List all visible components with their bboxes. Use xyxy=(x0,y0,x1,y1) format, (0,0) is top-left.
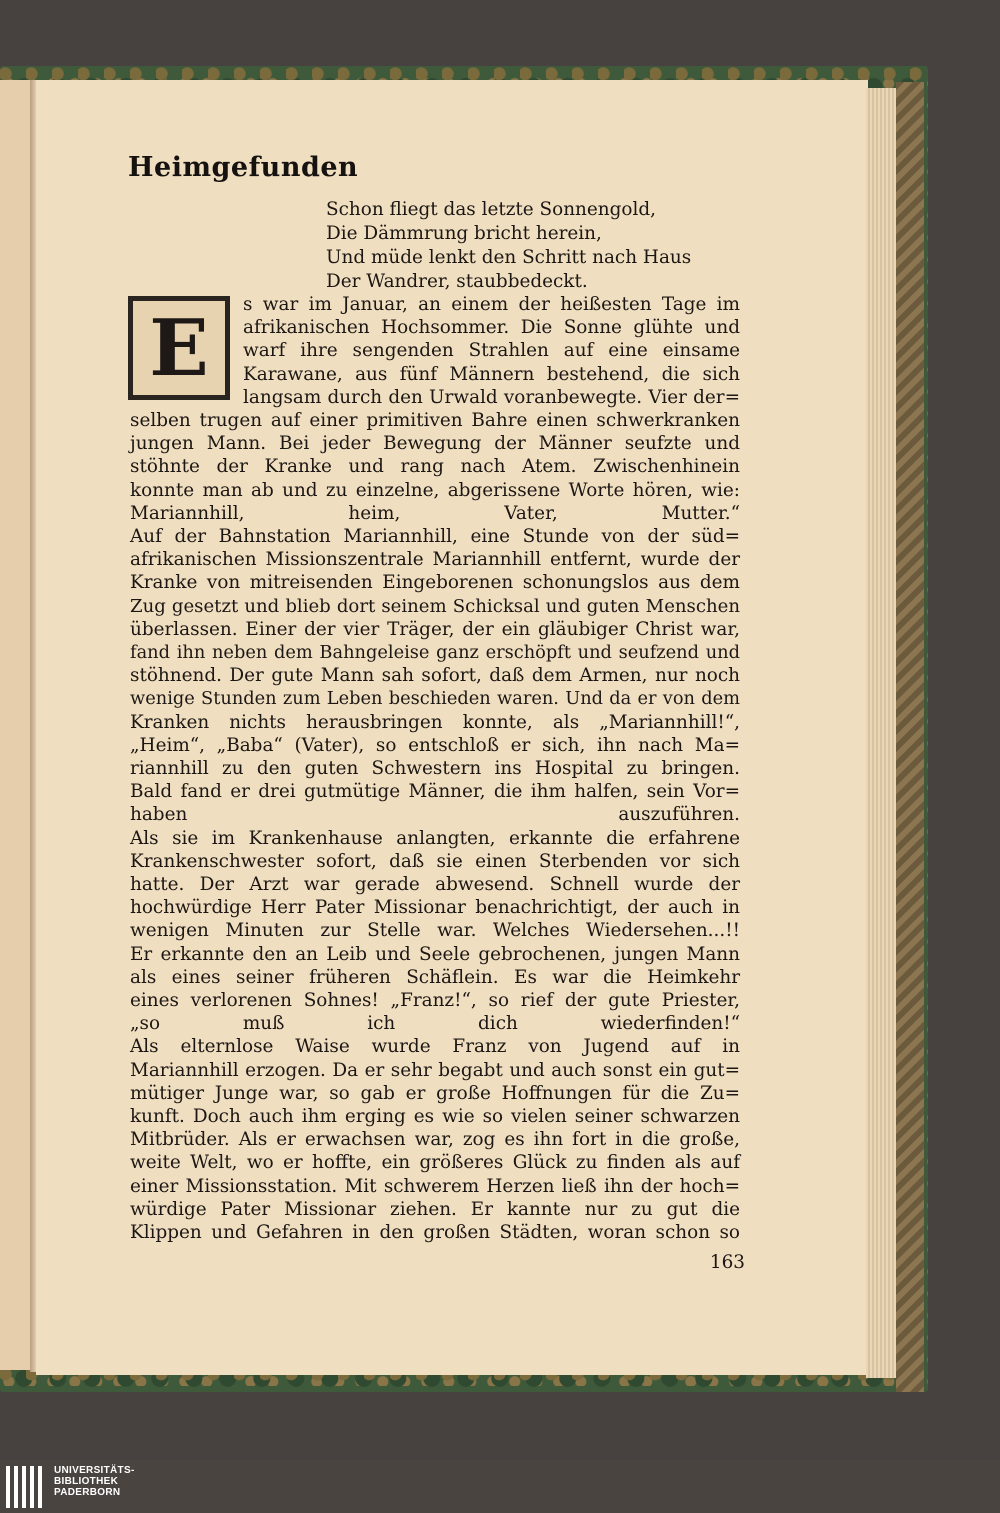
text-line: hochwürdige Herr Pater Missionar benachrichtigt, der auch in xyxy=(130,897,740,919)
text-line: Karawane, aus fünf Männern bestehend, die sich xyxy=(243,363,740,385)
text-line: stöhnend. Der gute Mann sah sofort, daß dem Armen, nur noch xyxy=(130,665,740,687)
text-line: Er erkannte den an Leib und Seele gebrochenen, jungen Mann xyxy=(130,943,740,965)
text-line: afrikanischen Missionszentrale Mariannhill entfernt, wurde der xyxy=(130,549,740,571)
text-line: selben trugen auf einer primitiven Bahre einen schwerkranken xyxy=(130,410,740,431)
text-line: Als sie im Krankenhause anlangten, erkannte die erfahrene xyxy=(130,827,740,849)
text-line: wenigen Minuten zur Stelle war. Welches Wiedersehen...!! xyxy=(130,920,740,942)
text-line: hatte. Der Arzt war gerade abwesend. Schnell wurde der xyxy=(130,874,740,895)
text-line: afrikanischen Hochsommer. Die Sonne glühte und xyxy=(243,317,740,339)
decorated-initial xyxy=(128,296,230,400)
text-line: würdige Pater Missionar ziehen. Er kannte nur zu gut die xyxy=(130,1198,740,1220)
text-line: Als elternlose Waise wurde Franz von Jugend auf in xyxy=(130,1036,740,1058)
library-logo-text xyxy=(54,1465,135,1498)
cover-edge-strip xyxy=(896,82,924,1392)
logo-line: BIBLIOTHEK xyxy=(54,1476,119,1487)
text-line: „Heim“, „Baba“ (Vater), so entschloß er sich, ihn nach Ma= xyxy=(130,734,740,756)
text-line: langsam durch den Urwald voranbewegte. Vier der= xyxy=(243,386,740,408)
text-line: weite Welt, wo er hoffte, ein größeres Glück zu finden als auf xyxy=(130,1152,740,1174)
text-line: eines verlorenen Sohnes! „Franz!“, so rief der gute Priester, xyxy=(130,990,740,1011)
verse-line: Der Wandrer, staubbedeckt. xyxy=(326,271,588,292)
text-line: Mitbrüder. Als er erwachsen war, zog es ihn fort in die große, xyxy=(130,1129,740,1151)
verse-line: Die Dämmrung bricht herein, xyxy=(326,223,602,244)
text-line: kunft. Doch auch ihm erging es wie so vielen seiner schwarzen xyxy=(130,1106,740,1127)
epigraph-verse xyxy=(326,198,746,294)
text-line: wenige Stunden zum Leben beschieden waren. Und da er von dem xyxy=(130,688,740,710)
chapter-heading: Heimgefunden xyxy=(128,152,359,183)
text-line: Krankenschwester sofort, daß sie einen Sterbenden vor sich xyxy=(130,850,740,872)
text-line: Kranken nichts herausbringen konnte, als „Mariannhill!“, xyxy=(130,711,740,733)
logo-line: UNIVERSITÄTS- xyxy=(54,1465,135,1476)
text-line: Zug gesetzt und blieb dort seinem Schicksal und guten Menschen xyxy=(130,595,740,617)
text-line: riannhill zu den guten Schwestern ins Hospital zu bringen. xyxy=(130,758,740,779)
text-line: einer Missionsstation. Mit schwerem Herzen ließ ihn der hoch= xyxy=(130,1175,740,1197)
verse-line: Und müde lenkt den Schritt nach Haus xyxy=(326,247,692,268)
text-line: Mariannhill, heim, Vater, Mutter.“ xyxy=(130,502,740,524)
text-line: mütiger Junge war, so gab er große Hoffnungen für die Zu= xyxy=(130,1082,740,1104)
text-line: stöhnte der Kranke und rang nach Atem. Zwischenhinein xyxy=(130,456,740,478)
text-line: s war im Januar, an einem der heißesten Tage im xyxy=(243,294,740,315)
text-line: warf ihre sengenden Strahlen auf eine einsame xyxy=(243,340,740,362)
text-line: jungen Mann. Bei jeder Bewegung der Männer seufzte und xyxy=(130,433,740,455)
left-page-edge xyxy=(0,80,32,1370)
initial-letter: E xyxy=(133,301,225,395)
text-line: haben auszuführen. xyxy=(130,804,740,826)
verse-line: Schon fliegt das letzte Sonnengold, xyxy=(326,199,656,220)
text-line: als eines seiner früheren Schäflein. Es war die Heimkehr xyxy=(130,966,740,988)
text-line: Mariannhill erzogen. Da er sehr begabt und auch sonst ein gut= xyxy=(130,1059,740,1081)
text-line: fand ihn neben dem Bahngeleise ganz erschöpft und seufzend und xyxy=(130,642,740,663)
text-line: Klippen und Gefahren in den großen Städten, woran schon so xyxy=(130,1222,740,1243)
footer-bar xyxy=(0,1460,1000,1513)
page-stack-edge xyxy=(866,88,896,1378)
logo-line: PADERBORN xyxy=(54,1487,121,1498)
text-line: Kranke von mitreisenden Eingeborenen schonungslos aus dem xyxy=(130,572,740,594)
text-line: Bald fand er drei gutmütige Männer, die ihm halfen, sein Vor= xyxy=(130,781,740,803)
text-line: „so muß ich dich wiederfinden!“ xyxy=(130,1013,740,1035)
text-line: Auf der Bahnstation Mariannhill, eine Stunde von der süd= xyxy=(130,526,740,547)
text-line: konnte man ab und zu einzelne, abgerissene Worte hören, wie: xyxy=(130,479,740,501)
text-line: überlassen. Einer der vier Träger, der ein gläubiger Christ war, xyxy=(130,618,740,640)
page-number: 163 xyxy=(709,1252,745,1273)
library-logo-icon xyxy=(6,1466,46,1508)
